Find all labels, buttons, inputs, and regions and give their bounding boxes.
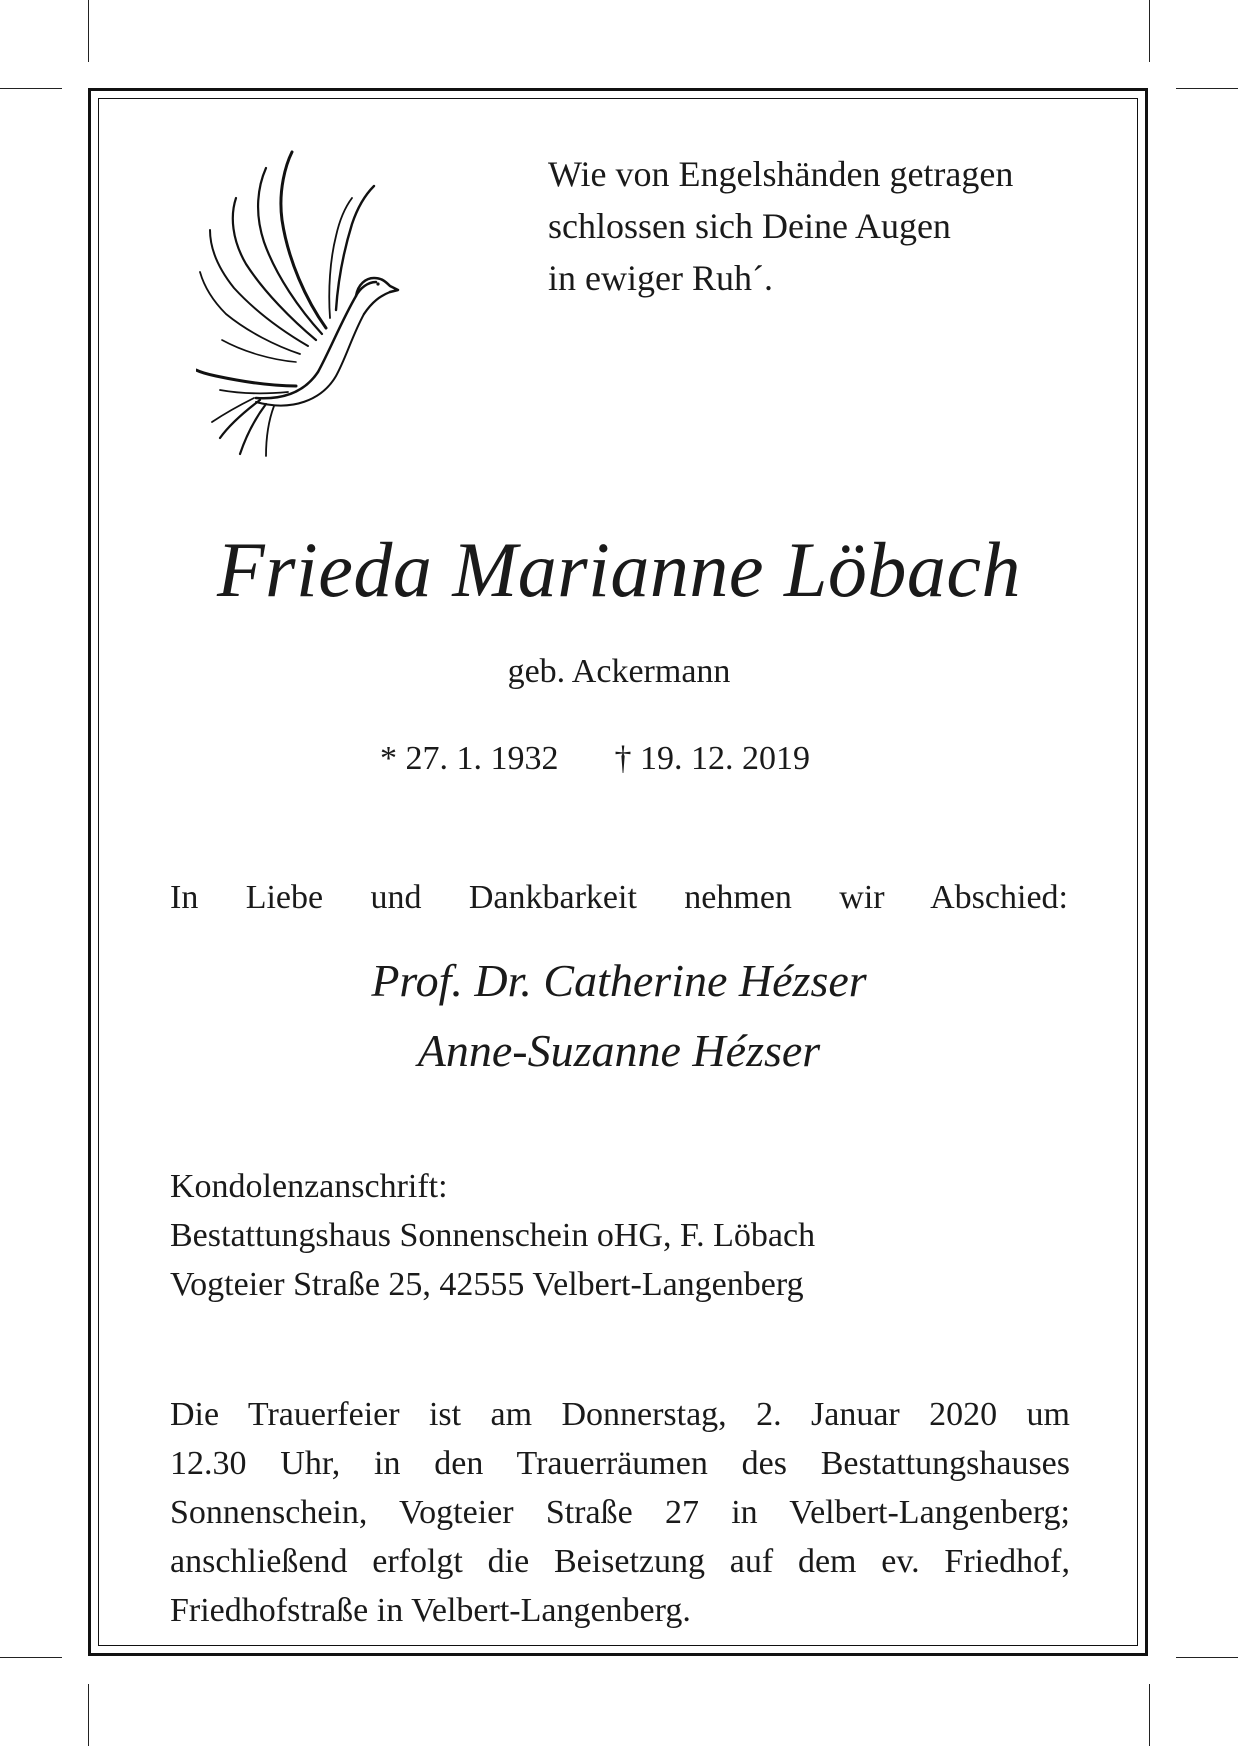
mourner-name: Prof. Dr. Catherine Hézser xyxy=(371,955,867,1006)
deceased-name: Frieda Marianne Löbach xyxy=(217,526,1021,613)
verse-line: in ewiger Ruh´. xyxy=(548,258,773,298)
crop-mark-right-bottom xyxy=(1176,1657,1238,1658)
verse-line: Wie von Engelshänden getragen xyxy=(548,154,1014,194)
ceremony-info xyxy=(170,1390,1070,1635)
maiden-name: geb. Ackermann xyxy=(507,653,731,690)
condolence-label: Kondolenzanschrift: xyxy=(170,1168,448,1205)
crop-mark-top-left xyxy=(88,0,89,62)
dove-icon xyxy=(196,150,416,460)
death-date: † 19. 12. 2019 xyxy=(614,740,810,777)
crop-mark-top-right xyxy=(1149,0,1150,62)
address-line: Bestattungshaus Sonnenschein oHG, F. Löbach xyxy=(170,1217,816,1254)
life-dates xyxy=(380,737,810,781)
crop-mark-left-top xyxy=(0,88,62,89)
verse-line: schlossen sich Deine Augen xyxy=(548,206,951,246)
ceremony-line: Friedhofstraße in Velbert-Langenberg. xyxy=(170,1592,691,1629)
condolence-address xyxy=(170,1162,815,1309)
mourner-name: Anne-Suzanne Hézser xyxy=(417,1025,821,1076)
ceremony-line: Die Trauerfeier ist am Donnerstag, 2. Januar 2020 um xyxy=(170,1396,1070,1433)
ceremony-line: Sonnenschein, Vogteier Straße 27 in Velbert-Langenberg; xyxy=(170,1494,1070,1531)
mourners-list xyxy=(0,946,1238,1086)
crop-mark-bottom-left xyxy=(88,1684,89,1746)
farewell-text: In Liebe und Dankbarkeit nehmen wir Abschied: xyxy=(170,879,1068,916)
verse xyxy=(548,148,1013,304)
ceremony-line: 12.30 Uhr, in den Trauerräumen des Bestattungshauses xyxy=(170,1445,1070,1482)
crop-mark-bottom-right xyxy=(1149,1684,1150,1746)
crop-mark-right-top xyxy=(1176,88,1238,89)
birth-date: * 27. 1. 1932 xyxy=(380,740,559,777)
ceremony-line: anschließend erfolgt die Beisetzung auf dem ev. Friedhof, xyxy=(170,1543,1070,1580)
crop-mark-left-bottom xyxy=(0,1657,62,1658)
address-line: Vogteier Straße 25, 42555 Velbert-Langenberg xyxy=(170,1266,804,1303)
